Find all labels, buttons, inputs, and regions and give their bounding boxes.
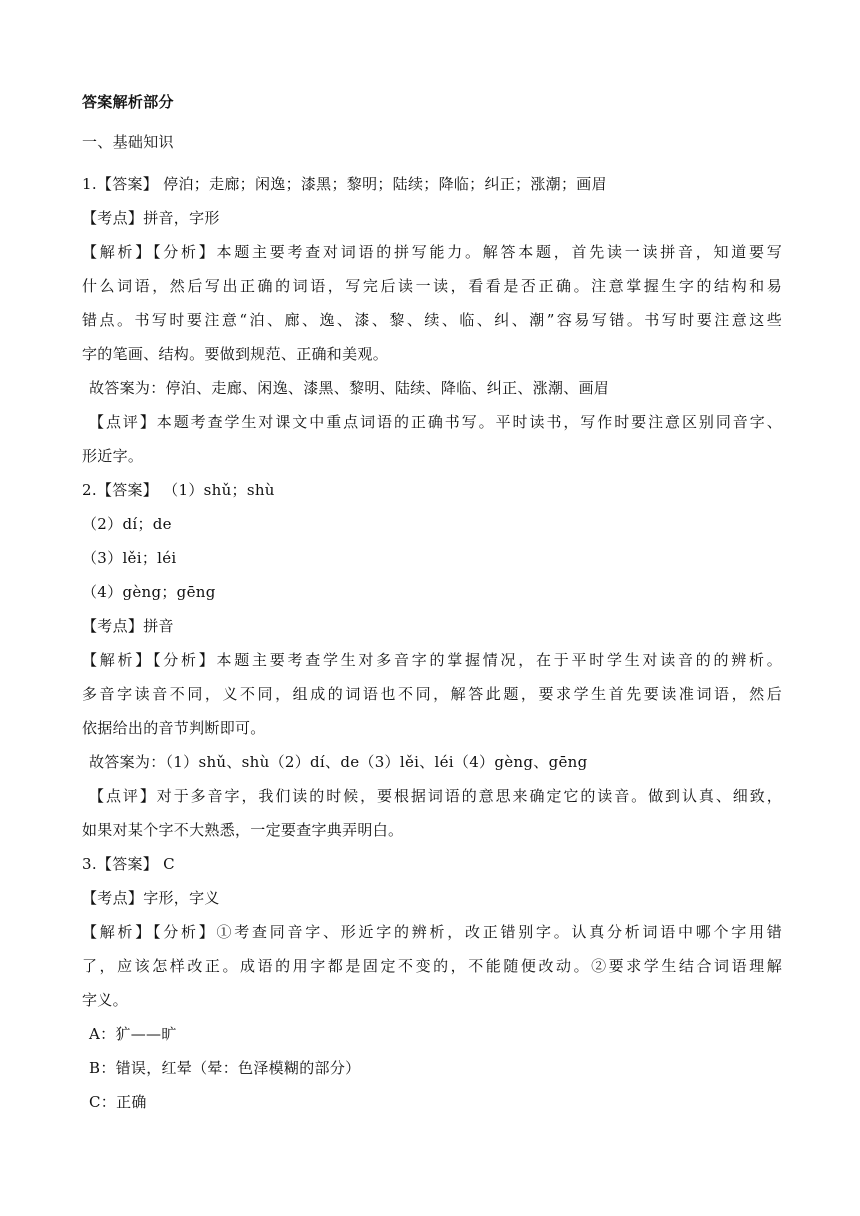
q2-answer-item: （3）lěi；léi: [82, 549, 177, 567]
q3-answer: 3.【答案】 C: [82, 855, 175, 873]
q1-comment-line: 【点评】本题考查学生对课文中重点词语的正确书写。平时读书，写作时要注意区别同音字、: [89, 413, 782, 431]
q2-analysis-line: 【解析】【分析】本题主要考查学生对多音字的掌握情况，在于平时学生对读音的的辨析。: [82, 651, 782, 669]
q1-analysis-line: 什么词语，然后写出正确的词语，写完后读一读，看看是否正确。注意掌握生字的结构和易: [82, 277, 782, 295]
q2-kaodian: 【考点】拼音: [82, 617, 174, 635]
q3-analysis-line: 【解析】【分析】①考查同音字、形近字的辨析，改正错别字。认真分析词语中哪个字用错: [82, 923, 782, 941]
q2-answer-item: （2）dí；de: [82, 515, 172, 533]
page-title: 答案解析部分: [82, 93, 174, 111]
q2-final-answer: 故答案为：（1）shǔ、shù（2）dí、de（3）lěi、léi（4）gèng、gēng: [89, 753, 588, 771]
q3-analysis-line: 字义。: [82, 991, 128, 1009]
q3-option-c: C：正确: [89, 1093, 147, 1111]
q2-answer-item: （4）gèng；gēng: [82, 583, 216, 601]
q1-comment-line: 形近字。: [82, 447, 144, 465]
q2-answer: 2.【答案】 （1）shǔ；shù: [82, 481, 275, 499]
q2-analysis-line: 多音字读音不同，义不同，组成的词语也不同，解答此题，要求学生首先要读准词语，然后: [82, 685, 782, 703]
q2-comment-line: 如果对某个字不大熟悉，一定要查字典弄明白。: [82, 821, 404, 839]
q1-answer: 1.【答案】 停泊；走廊；闲逸；漆黑；黎明；陆续；降临；纠正；涨潮；画眉: [82, 175, 607, 193]
q1-final-answer: 故答案为：停泊、走廊、闲逸、漆黑、黎明、陆续、降临、纠正、涨潮、画眉: [89, 379, 610, 397]
q1-kaodian: 【考点】拼音，字形: [82, 209, 220, 227]
q1-analysis-line: 错点。书写时要注意“泊、廊、逸、漆、黎、续、临、纠、潮”容易写错。书写时要注意这些: [82, 311, 782, 329]
q3-analysis-line: 了，应该怎样改正。成语的用字都是固定不变的，不能随便改动。②要求学生结合词语理解: [82, 957, 782, 975]
q3-option-a: A：犷——旷: [89, 1025, 177, 1043]
q1-analysis-line: 【解析】【分析】本题主要考查对词语的拼写能力。解答本题，首先读一读拼音，知道要写: [82, 243, 782, 261]
q1-analysis-line: 字的笔画、结构。要做到规范、正确和美观。: [82, 345, 389, 363]
section-heading: 一、基础知识: [82, 133, 174, 151]
q2-analysis-line: 依据给出的音节判断即可。: [82, 719, 266, 737]
q2-comment-line: 【点评】对于多音字，我们读的时候，要根据词语的意思来确定它的读音。做到认真、细致，: [89, 787, 782, 805]
q3-kaodian: 【考点】字形，字义: [82, 889, 220, 907]
q3-option-b: B：错误，红晕（晕：色泽模糊的部分）: [89, 1059, 361, 1077]
